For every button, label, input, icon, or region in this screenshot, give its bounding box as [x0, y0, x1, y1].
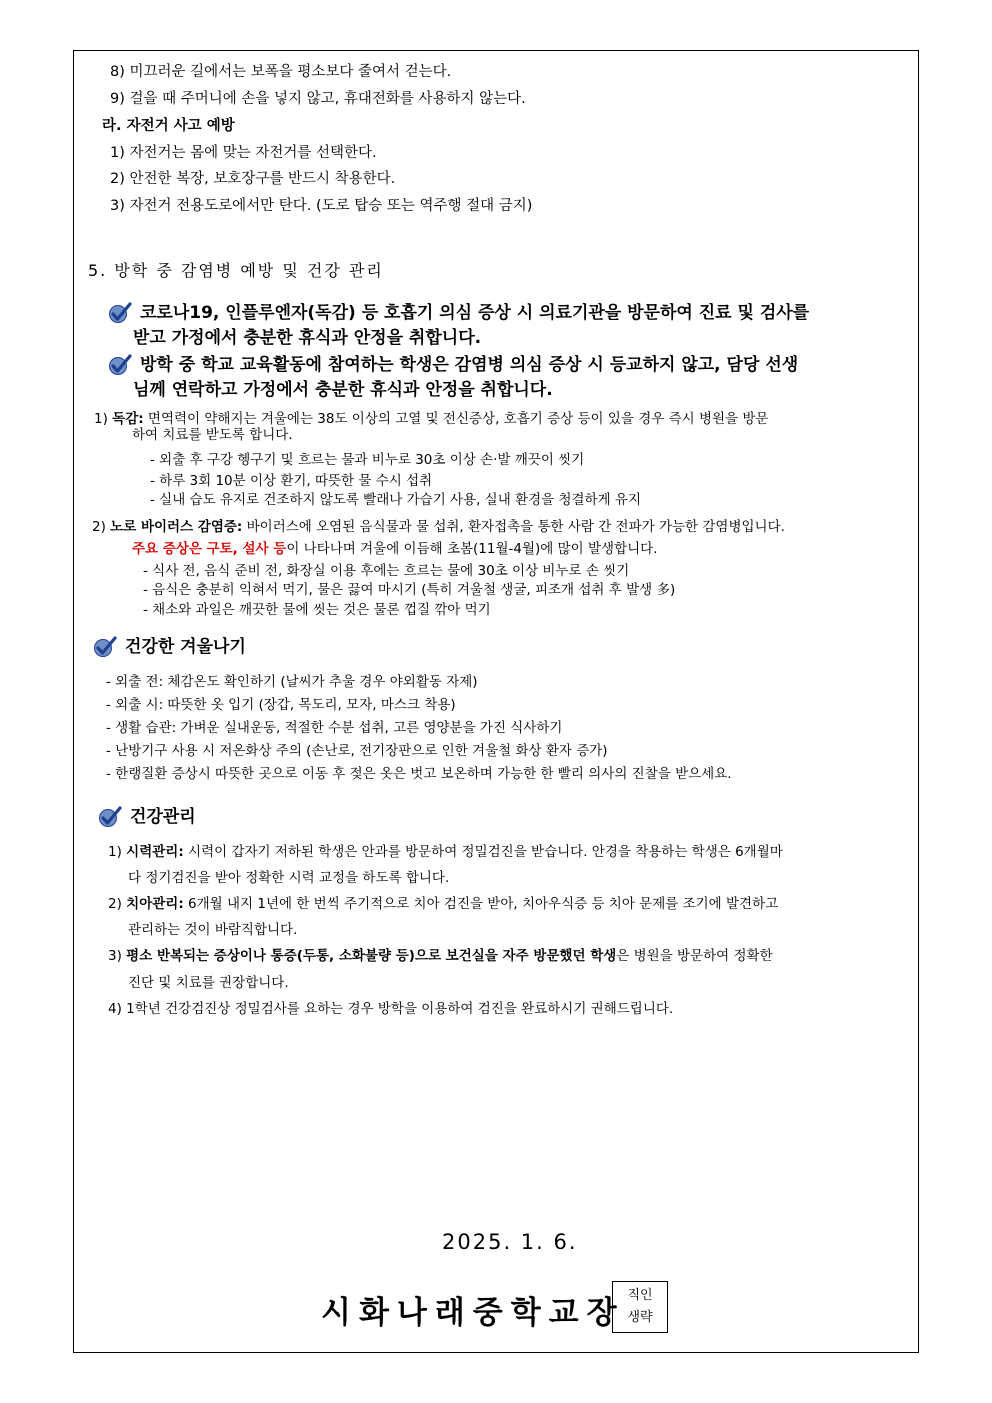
flu-text-1: 면역력이 약해지는 겨울에는 38도 이상의 고열 및 전신증상, 호흡기 증상 등이 있을 경우 즉시 병원을 방문 [143, 411, 769, 427]
bike-title: 라. 자전거 사고 예방 [102, 118, 235, 134]
flu-text-2: 하여 치료를 받도록 합니다. [132, 427, 293, 443]
health-3-text-1: 은 병원을 방문하여 정확한 [616, 948, 773, 964]
health-1-text-1: 시력이 갑자기 저하된 학생은 안과를 방문하여 정밀검진을 받습니다. 안경을 착용하는 학생은 6개월마 [183, 844, 783, 860]
health-2-text-1: 6개월 내지 1년에 한 번씩 주기적으로 치아 검진을 받아, 치아우식증 등 치아 문제를 조기에 발견하고 [183, 896, 779, 912]
notice-2-line-1 [108, 354, 798, 376]
seal-line-1: 직인 [627, 1288, 653, 1303]
seal-box [612, 1281, 668, 1333]
health-1-label: 시력관리: [126, 844, 184, 860]
check-icon [98, 806, 122, 828]
flu-num: 1) [94, 411, 108, 427]
winter-item-4: - 난방기구 사용 시 저온화상 주의 (손난로, 전기장판으로 인한 겨울철 화상 환자 증가) [106, 743, 608, 759]
health-item-1-line-1 [108, 843, 783, 861]
health-2-num: 2) [108, 896, 122, 912]
noro-symptom: 주요 증상은 구토, 설사 등 [132, 541, 287, 557]
health-3-num: 3) [108, 948, 122, 964]
noro-line-2 [132, 540, 658, 558]
flu-item-1: - 외출 후 구강 헹구기 및 흐르는 물과 비누로 30초 이상 손·발 깨끗이 씻기 [150, 452, 585, 468]
noro-item-2: - 음식은 충분히 익혀서 먹기, 물은 끓여 마시기 (특히 겨울철 생굴, 피조개 섭취 후 발생 多) [143, 582, 676, 598]
winter-heading [93, 636, 246, 658]
check-icon [108, 354, 132, 376]
seal-line-2: 생략 [627, 1310, 653, 1325]
winter-title: 건강한 겨울나기 [125, 637, 246, 657]
flu-item-2: - 하루 3회 10분 이상 환기, 따뜻한 물 수시 섭취 [150, 473, 433, 489]
health-heading [98, 806, 196, 828]
section-5-title: 5. 방학 중 감염병 예방 및 건강 관리 [88, 261, 384, 280]
school-principal: 시화나래중학교장 [321, 1295, 625, 1331]
item-8: 8) 미끄러운 길에서는 보폭을 평소보다 줄여서 걷는다. [110, 64, 452, 80]
health-1-num: 1) [108, 844, 122, 860]
bike-item-2: 2) 안전한 복장, 보호장구를 반드시 착용한다. [110, 171, 396, 187]
health-2-label: 치아관리: [126, 896, 184, 912]
health-1-text-2: 다 정기검진을 받아 정확한 시력 교정을 하도록 합니다. [128, 870, 450, 886]
noro-item-3: - 채소와 과일은 깨끗한 물에 씻는 것은 물론 껍질 깎아 먹기 [143, 602, 491, 618]
bike-item-3: 3) 자전거 전용도로에서만 탄다. (도로 탑승 또는 역주행 절대 금지) [110, 198, 533, 214]
noro-text-1: 바이러스에 오염된 음식물과 물 섭취, 환자접촉을 통한 사람 간 전파가 가능한 감염병입니다. [242, 519, 785, 535]
noro-num: 2) [92, 519, 106, 535]
health-item-2-line-1 [108, 895, 778, 913]
winter-item-5: - 한랭질환 증상시 따뜻한 곳으로 이동 후 젖은 옷은 벗고 보온하며 가능한 한 빨리 의사의 진찰을 받으세요. [106, 766, 732, 782]
health-title: 건강관리 [130, 807, 196, 827]
notice-1-text-2: 받고 가정에서 충분한 휴식과 안정을 취합니다. [133, 328, 482, 348]
notice-2-text-2: 님께 연락하고 가정에서 충분한 휴식과 안정을 취합니다. [133, 380, 553, 400]
noro-text-2: 이 나타나며 겨울에 이듬해 초봄(11월-4월)에 많이 발생합니다. [286, 541, 658, 557]
noro-label: 노로 바이러스 감염증: [110, 519, 243, 535]
health-3-bold: 평소 반복되는 증상이나 통증(두통, 소화불량 등)으로 보건실을 자주 방문했던 학생 [126, 948, 617, 964]
bike-item-1: 1) 자전거는 몸에 맞는 자전거를 선택한다. [110, 145, 377, 161]
winter-item-1: - 외출 전: 체감온도 확인하기 (날씨가 추울 경우 야외활동 자제) [106, 674, 478, 690]
flu-label: 독감: [112, 411, 144, 427]
notice-2-text-1: 방학 중 학교 교육활동에 참여하는 학생은 감염병 의심 증상 시 등교하지 않고, 담당 선생 [140, 355, 799, 375]
winter-item-3: - 생활 습관: 가벼운 실내운동, 적절한 수분 섭취, 고른 영양분을 가진 식사하기 [106, 720, 563, 736]
noro-line-1 [92, 518, 785, 536]
issue-date: 2025. 1. 6. [442, 1230, 578, 1254]
flu-item-3: - 실내 습도 유지로 건조하지 않도록 빨래나 가습기 사용, 실내 환경을 청결하게 유지 [150, 492, 642, 508]
health-item-3-line-1 [108, 947, 773, 965]
winter-item-2: - 외출 시: 따뜻한 옷 입기 (장갑, 목도리, 모자, 마스크 착용) [106, 697, 456, 713]
check-icon [108, 302, 132, 324]
item-9: 9) 걸을 때 주머니에 손을 넣지 않고, 휴대전화를 사용하지 않는다. [110, 91, 526, 107]
notice-1-line-1 [108, 302, 809, 324]
health-2-text-2: 관리하는 것이 바람직합니다. [128, 922, 298, 938]
check-icon [93, 636, 117, 658]
health-item-4: 4) 1학년 건강검진상 정밀검사를 요하는 경우 방학을 이용하여 검진을 완료하시기 권해드립니다. [108, 1001, 674, 1017]
noro-item-1: - 식사 전, 음식 준비 전, 화장실 이용 후에는 흐르는 물에 30초 이상 비누로 손 씻기 [143, 563, 630, 579]
health-3-text-2: 진단 및 치료를 권장합니다. [128, 975, 289, 991]
notice-1-text-1: 코로나19, 인플루엔자(독감) 등 호흡기 의심 증상 시 의료기관을 방문하여 진료 및 검사를 [140, 303, 810, 323]
